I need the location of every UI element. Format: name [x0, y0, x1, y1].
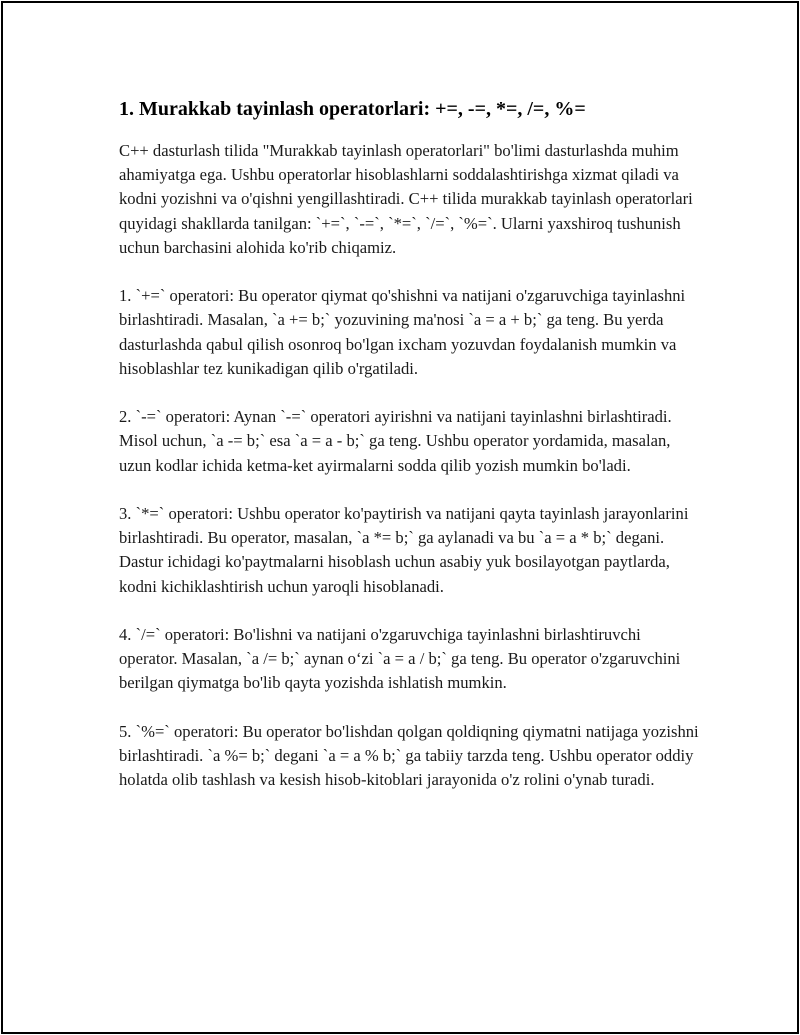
paragraph-minus-assign: 2. `-=` operatori: Aynan `-=` operatori ayirishni va natijani tayinlashni birlashtiradi. Misol uchun, `a -= b;` esa `a = a - b;` ga teng. Ushbu operator yordamida, masalan, uzun kodlar ichida ketma-ket ayirmalarni sodda qilib yozish mumkin bo'ladi.	[119, 407, 672, 475]
paragraph-intro: C++ dasturlash tilida "Murakkab tayinlash operatorlari" bo'limi dasturlashda muhim ahamiyatga ega. Ushbu operatorlar hisoblashlarni soddalashtirishga xizmat qiladi va kodni yozishni va o'qishni yengillashtiradi. C++ tilida murakkab tayinlash operatorlari quyidagi shakllarda tanilgan: `+=`, `-=`, `*=`, `/=`, `%=`. Ularni yaxshiroq tushunish uchun barchasini alohida ko'rib chiqamiz.	[119, 141, 693, 257]
document-body	[119, 95, 699, 792]
paragraph-multiply-assign: 3. `*=` operatori: Ushbu operator ko'paytirish va natijani qayta tayinlash jarayonlarini birlashtiradi. Bu operator, masalan, `a *= b;` ga aylanadi va bu `a = a * b;` degani. Dastur ichidagi ko'paytmalarni hisoblash uchun asabiy yuk bosilayotgan paytlarda, kodni kichiklashtirish uchun yaroqli hisoblanadi.	[119, 504, 689, 596]
paragraph-divide-assign: 4. `/=` operatori: Bo'lishni va natijani o'zgaruvchiga tayinlashni birlashtiruvchi operator. Masalan, `a /= b;` aynan o‘zi `a = a / b;` ga teng. Bu operator o'zgaruvchini berilgan qiymatga bo'lib qayta yozishda ishlatish mumkin.	[119, 625, 681, 693]
page-frame	[1, 1, 799, 1034]
paragraph-plus-assign: 1. `+=` operatori: Bu operator qiymat qo'shishni va natijani o'zgaruvchiga tayinlashni birlashtiradi. Masalan, `a += b;` yozuvining ma'nosi `a = a + b;` ga teng. Bu yerda dasturlashda qabul qilish osonroq bo'lgan ixcham yozuvdan foydalanish mumkin va hisoblashlar tez kunikadigan qilib o'rgatiladi.	[119, 286, 686, 378]
page-title: 1. Murakkab tayinlash operatorlari: +=, -=, *=, /=, %=	[119, 98, 586, 120]
paragraph-modulo-assign: 5. `%=` operatori: Bu operator bo'lishdan qolgan qoldiqning qiymatni natijaga yozishni birlashtiradi. `a %= b;` degani `a = a % b;` ga tabiiy tarzda teng. Ushbu operator oddiy holatda olib tashlash va kesish hisob-kitoblari jarayonida o'z rolini o'ynab turadi.	[119, 721, 699, 790]
